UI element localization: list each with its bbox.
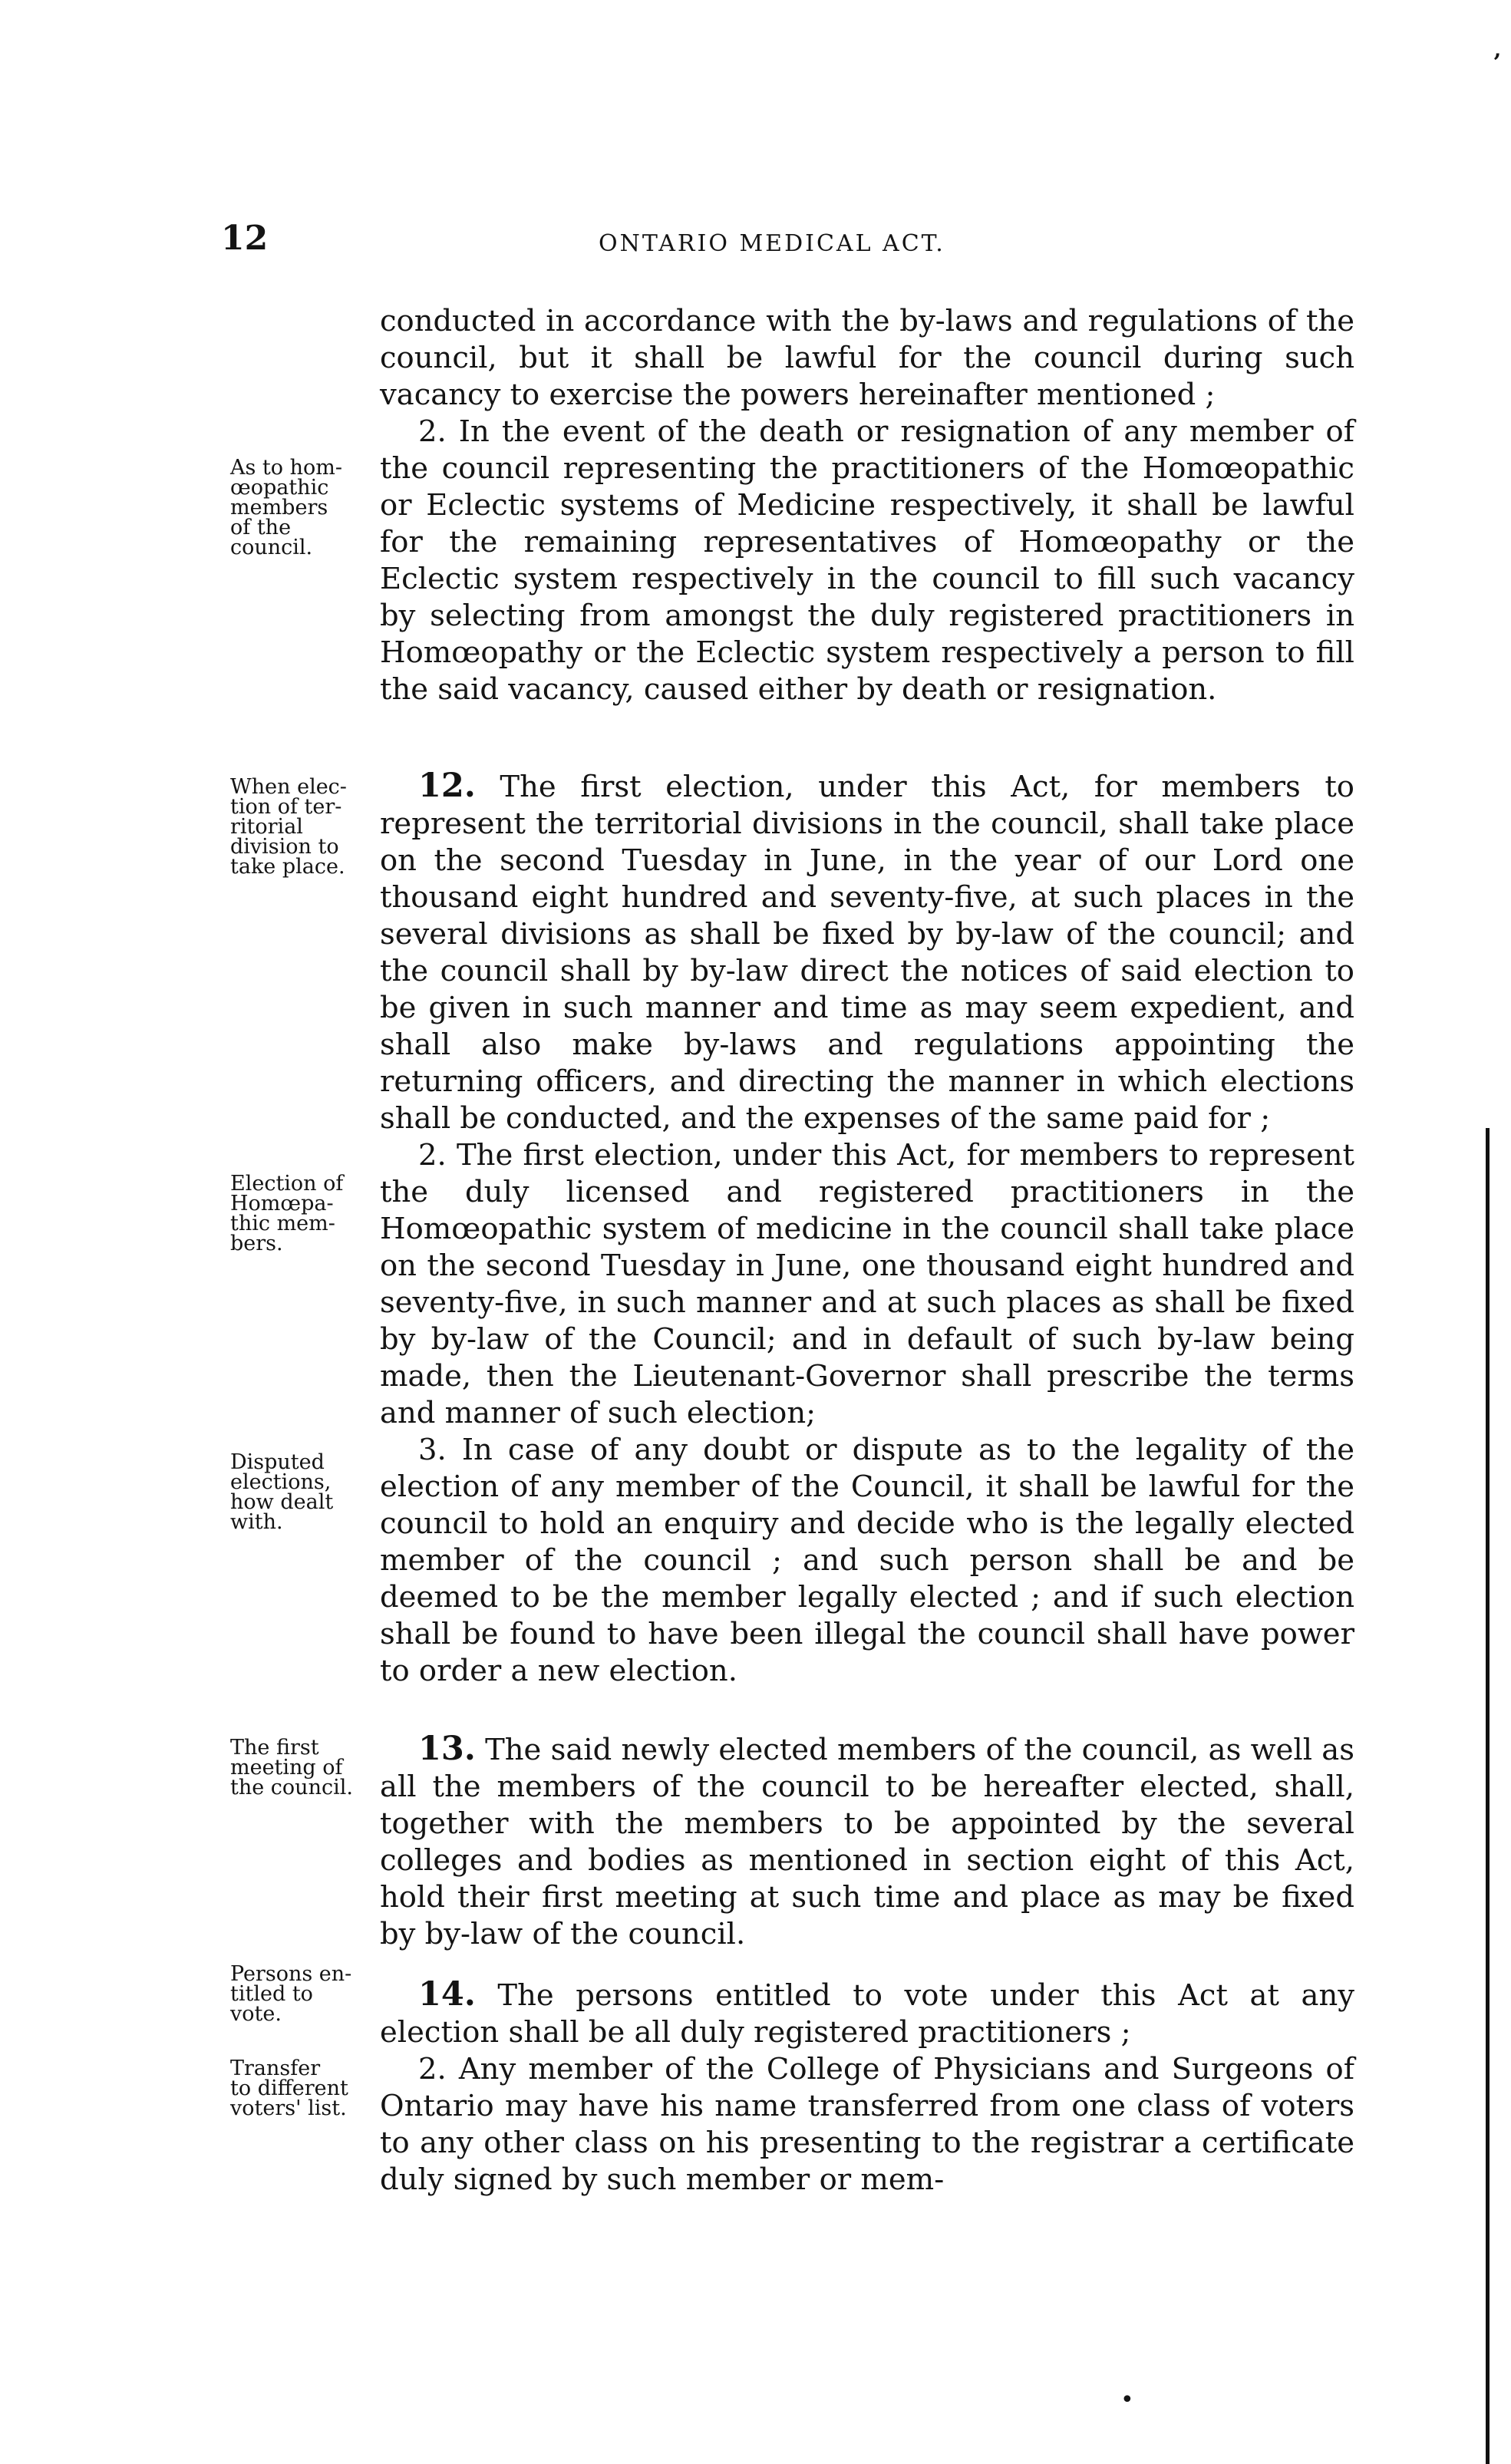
margin-note-homoeopathic-election: Election of Homœpa- thic mem- bers.	[230, 1172, 344, 1255]
section-12	[380, 767, 1354, 1690]
paragraph: The persons entitled to vote under this Act at any election shall be all duly registered practitioners ;	[380, 1978, 1354, 2050]
paragraph: conducted in accordance with the by-laws and regulations of the council, but it shall be lawful for the council during such vacancy to exercise the powers hereinafter mentioned ;	[380, 304, 1354, 412]
margin-note-persons-entitled: Persons en- titled to vote.	[230, 1962, 352, 2026]
running-title: ONTARIO MEDICAL ACT.	[599, 230, 945, 257]
section-11-continuation	[380, 303, 1354, 708]
section-13	[380, 1730, 1354, 1953]
section-number: 12.	[418, 767, 476, 805]
section-number: 13.	[418, 1730, 476, 1768]
scan-mark: •	[1120, 2386, 1134, 2413]
margin-note-transfer: Transfer to different voters' list.	[230, 2057, 348, 2120]
paragraph: 2. In the event of the death or resignation of any member of the council representing the practitioners of the Homœopathic or Eclectic systems of Medicine respectively, it shall be lawful for the remaining representatives of Homœopathy or the Eclectic system respectively in the council to fill such vacancy by selecting from amongst the duly registered practitioners in Homœopathy or the Eclectic system respectively a person to fill the said vacancy, caused either by death or resignation.	[380, 414, 1354, 707]
page-number: 12	[221, 219, 269, 258]
margin-note-first-meeting: The first meeting of the council.	[230, 1736, 353, 1799]
margin-note-homoeopathic-members: As to hom- œopathic members of the council.	[230, 456, 342, 559]
scan-mark: ʼ	[1493, 50, 1501, 77]
paragraph: 2. The first election, under this Act, for members to represent the duly licensed and registered practitioners in the Homœopathic system of medicine in the council shall take place on the second Tuesday in June, one thousand eight hundred and seventy-five, in such manner and at such places as shall be fixed by by-law of the Council; and in default of such by-law being made, then the Lieutenant-Governor shall prescribe the terms and manner of such election;	[380, 1138, 1354, 1430]
section-14	[380, 1976, 1354, 2198]
margin-note-election-time: When elec- tion of ter- ritorial division to take place.	[230, 775, 347, 879]
paragraph: The first election, under this Act, for members to represent the territorial divisions in the council, shall take place on the second Tuesday in June, in the year of our Lord one thousand eight hundred and seventy-five, at such places in the several divisions as shall be fixed by by-law of the council; and the council shall by by-law direct the notices of said election to be given in such manner and time as may seem expedient, and shall also make by-laws and regulations appointing the returning officers, and directing the manner in which elections shall be conducted, and the expenses of the same paid for ;	[380, 770, 1354, 1136]
margin-note-disputed-elections: Disputed elections, how dealt with.	[230, 1450, 334, 1534]
scan-edge-rule	[1486, 1128, 1490, 2464]
paragraph: 2. Any member of the College of Physicians and Surgeons of Ontario may have his name transferred from one class of voters to any other class on his presenting to the registrar a certificate duly signed by such member or mem-	[380, 2052, 1354, 2197]
section-number: 14.	[418, 1975, 476, 2014]
paragraph: The said newly elected members of the council, as well as all the members of the council to be hereafter elected, shall, together with the members to be appointed by the several colleges and bodies as mentioned in section eight of this Act, hold their first meeting at such time and place as may be fixed by by-law of the council.	[380, 1733, 1354, 1951]
paragraph: 3. In case of any doubt or dispute as to the legality of the election of any member of the Council, it shall be lawful for the council to hold an enquiry and decide who is the legally elected member of the council ; and such person shall be and be deemed to be the member legally elected ; and if such election shall be found to have been illegal the council shall have power to order a new election.	[380, 1433, 1354, 1688]
